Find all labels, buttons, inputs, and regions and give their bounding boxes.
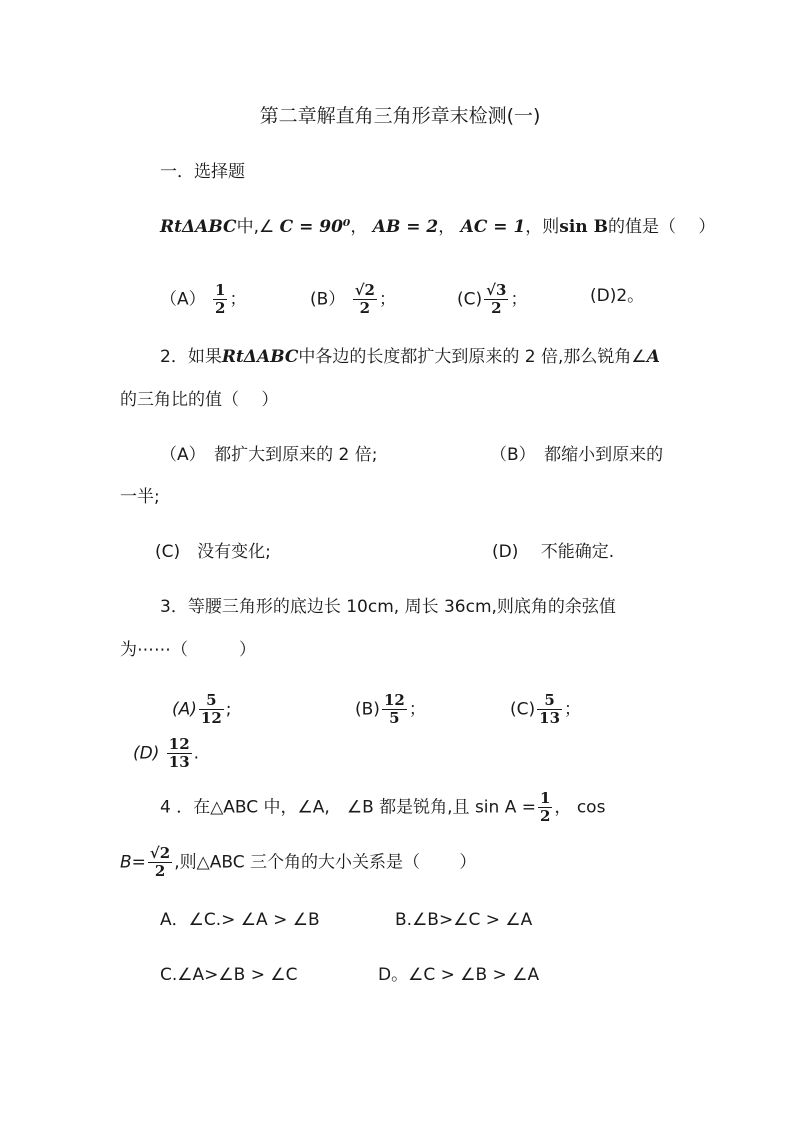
fraction: $\frac{5}{13}$ bbox=[539, 691, 561, 727]
q2-option-b: （B） 都缩小到原来的 bbox=[490, 445, 664, 465]
fraction: $\frac{√2}{2}$ bbox=[149, 844, 171, 880]
q3-stem-line2: 为⋯⋯（ ） bbox=[120, 640, 256, 660]
q4-option-d: D。∠C > ∠B > ∠A bbox=[378, 965, 540, 985]
q1-stem: RtΔABC中,∠ C = 90⁰， AB = 2， AC = 1，则sin B的值是（ ） bbox=[160, 217, 716, 237]
q2-option-c: (C) 没有变化; bbox=[155, 542, 271, 562]
q2-option-a: （A） 都扩大到原来的 2 倍; bbox=[160, 445, 378, 465]
q3-option-d: (D) $\frac{12}{13}$ . bbox=[133, 735, 200, 771]
fraction: $\frac{1}{2}$ bbox=[539, 789, 551, 825]
q1-option-c: (C) $\frac{√3}{2}$ ； bbox=[457, 281, 528, 317]
q2-stem-line2: 的三角比的值（ ） bbox=[120, 390, 279, 410]
q1-option-b: (B） $\frac{√2}{2}$ ； bbox=[310, 281, 396, 317]
q4-stem-line2: B= $\frac{√2}{2}$ ,则△ABC 三个角的大小关系是（ ） bbox=[120, 844, 477, 880]
fraction: $\frac{5}{12}$ bbox=[200, 691, 222, 727]
q4-option-a: A．∠C.> ∠A > ∠B bbox=[160, 910, 320, 930]
q2-stem-line1: 2．如果RtΔABC中各边的长度都扩大到原来的 2 倍,那么锐角∠A bbox=[160, 347, 660, 367]
q2-option-d: (D) 不能确定. bbox=[492, 542, 615, 562]
fraction: $\frac{12}{5}$ bbox=[383, 691, 405, 727]
fraction: $\frac{1}{2}$ bbox=[215, 281, 226, 317]
page-title: 第二章解直角三角形章末检测(一) bbox=[259, 105, 541, 127]
fraction: $\frac{12}{13}$ bbox=[168, 735, 190, 771]
section-heading: 一．选择题 bbox=[160, 162, 245, 182]
fraction: $\frac{√3}{2}$ bbox=[486, 281, 507, 317]
q1-option-d: (D)2。 bbox=[590, 286, 645, 306]
q4-stem-line1: 4 ．在△ABC 中，∠A, ∠B 都是锐角,且 sin A = $\frac{1}{2}$ ， cos bbox=[160, 789, 606, 825]
q3-option-b: (B) $\frac{12}{5}$ ； bbox=[355, 691, 426, 727]
q1-triangle: RtΔABC bbox=[160, 217, 237, 237]
q4-option-c: C.∠A>∠B > ∠C bbox=[160, 965, 298, 985]
fraction: $\frac{√2}{2}$ bbox=[354, 281, 375, 317]
q3-stem-line1: 3．等腰三角形的底边长 10cm, 周长 36cm,则底角的余弦值 bbox=[160, 597, 616, 617]
q3-option-c: (C) $\frac{5}{13}$ ； bbox=[510, 691, 582, 727]
q2-option-b-continued: 一半; bbox=[120, 487, 160, 507]
q1-option-a: （A） $\frac{1}{2}$ ； bbox=[160, 281, 247, 317]
q3-option-a: (A) $\frac{5}{12}$ ; bbox=[172, 691, 232, 727]
q4-option-b: B.∠B>∠C > ∠A bbox=[395, 910, 533, 930]
